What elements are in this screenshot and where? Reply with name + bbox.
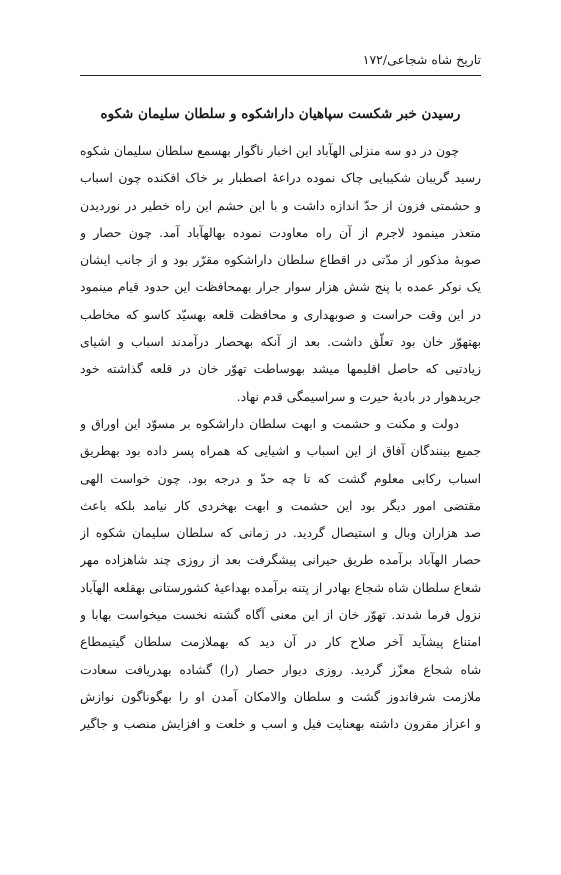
text-line: زیادتیی که حاصل اقلیمها میشد بهوساطت تهوّر خان در قلعه گذاشته خود [80,362,481,377]
text-line: صوبهٔ مذکور از مدّتی در اقطاع سلطان داراشکوه مقرّر بود و از جانب ایشان [80,253,481,268]
text-line: رسید گریبان شکیبایی چاک نموده دراعهٔ اصطبار بر خاک افکنده چون اسباب [80,171,481,186]
text-line: شاه شجاع معزّز گردید. روزی دیوار حصار (را) گشاده بهدریافت سعادت [80,662,481,677]
text-line: امتناع پیشآید آخر صلاح کار در آن دید که بهملازمت سلطان گیتیمطاع [80,635,481,650]
text-line: ملازمت شرفاندوز گشت و سلطان والامکان آمدن او را بهگوناگون نوازش [80,689,481,704]
text-line: نزول فرما شدند. تهوّر خان از این معنی آگاه گشته نخست میخواست بهابا و [80,608,481,623]
text-line: جمیع بینندگان آفاق از این اسباب و اشیایی که همراه پسر داده بود بهطریق [80,444,481,459]
text-line: و حشمتی فزون از حدّ اندازه داشت و با این حشم این راه خطیر در نوردیدن [80,198,481,213]
text-line: اسباب رکابی معلوم گشت که تا چه حدّ و درجه بود. چون خواست الهی [80,471,481,486]
text-line: حصار الهآباد برآمده طریق حیرانی پیشگرفت بعد از روزی چند شاهزاده مهر [80,553,481,568]
text-line: شعاع سلطان شاه شجاع بهادر از پتنه برآمده بهداعیهٔ کشورستانی بهقلعه الهآباد [80,580,481,595]
text-line: مقتضی امور دیگر بود این حشمت و ابهت بهخردی کار نیامد بلکه باعث [80,498,481,513]
text-line: بهتهوّر خان بود تعلّق داشت. بعد از آنکه بهحصار درآمدند اسباب و اشیای [80,335,481,350]
header-rule [80,75,481,76]
text-line: دولت و مکنت و حشمت و ابهت سلطان داراشکوه بر مسوّد این اوراق و [80,416,459,431]
paragraph [80,411,481,739]
text-line: جریدهوار در بادیهٔ حیرت و سراسیمگی قدم نهاد. [236,389,481,404]
text-line: یک نوکر عمده با پنج شش هزار سوار جرار بهمحافظت این حدود قیام مینمود [80,280,481,295]
text-line: در این وقت حراست و صوبهداری و محافظت قلعه بهسیّد کاسو که مخاطب [80,307,481,322]
paragraph [80,138,481,411]
running-header: تاریخ شاه شجاعی/۱۷۲ [362,52,481,67]
text-line: متعذر مینمود لاجرم از آن راه معاودت نموده بهالهآباد آمد. چون حصار و [80,225,481,240]
text-line: صد هزاران وبال و استیصال گردید. در زمانی که سلطان سلیمان شکوه از [80,526,481,541]
body-text [80,138,481,739]
section-title: رسیدن خبر شکست سپاهیان داراشکوه و سلطان سلیمان شکوه [100,106,461,122]
text-line: چون در دو سه منزلی الهآباد این اخبار ناگوار بهسمع سلطان سلیمان شکوه [80,144,459,158]
text-line: و اعزاز مقرون داشته بهعنایت فیل و اسب و خلعت و افزایش منصب و جاگیر [80,717,481,732]
